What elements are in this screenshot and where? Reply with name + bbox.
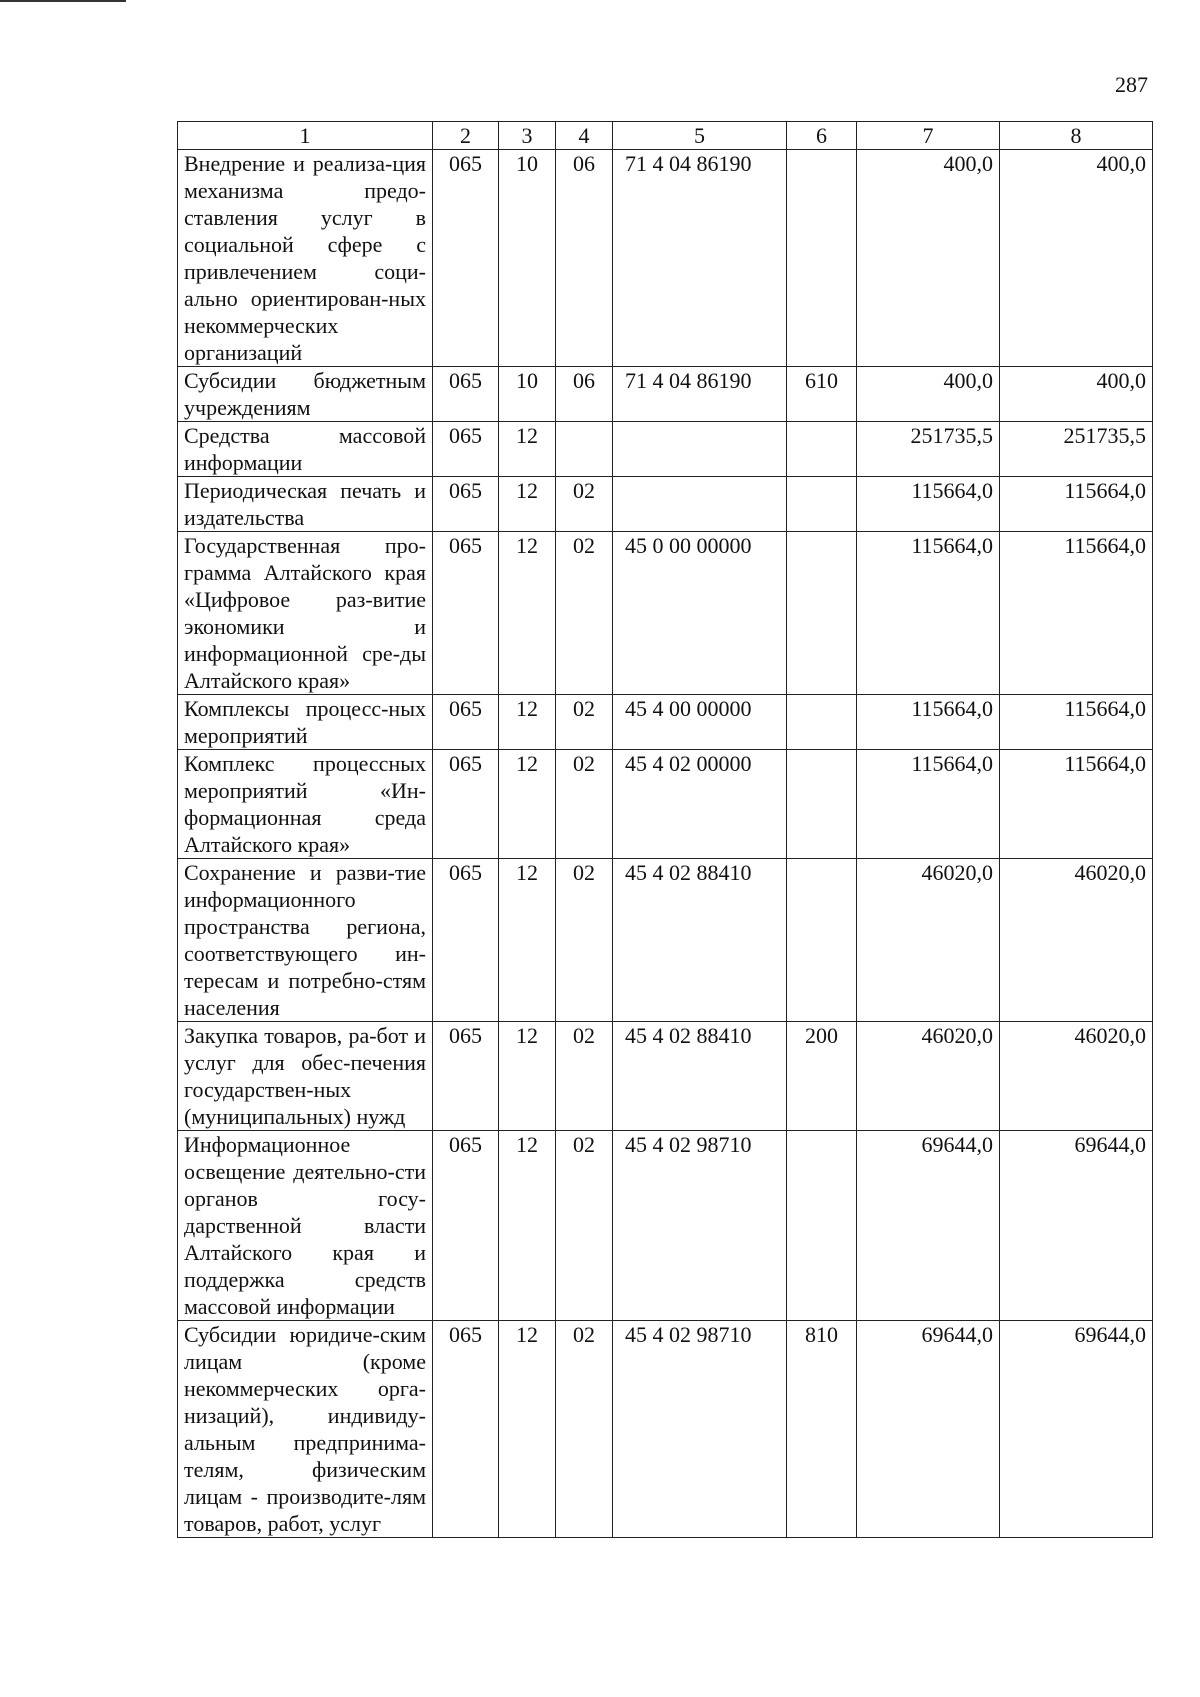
cell-target-article	[613, 422, 787, 477]
top-rule	[0, 0, 126, 2]
row-name: Сохранение и разви-тие информационного пространства региона, соответствующего ин-тересам и потребно-стям населения	[178, 859, 433, 1022]
table-row	[178, 150, 1153, 367]
table-row	[178, 422, 1153, 477]
table-row	[178, 532, 1153, 695]
cell-ministry: 065	[433, 150, 499, 367]
cell-amount-7: 115664,0	[857, 695, 1000, 750]
cell-amount-8: 69644,0	[1000, 1321, 1153, 1538]
cell-target-article: 45 0 00 00000	[613, 532, 787, 695]
cell-expense-type	[787, 532, 857, 695]
col-header-3: 3	[499, 122, 556, 150]
table-row	[178, 477, 1153, 532]
cell-expense-type: 200	[787, 1022, 857, 1131]
col-header-2: 2	[433, 122, 499, 150]
cell-amount-7: 400,0	[857, 150, 1000, 367]
cell-section: 12	[499, 477, 556, 532]
cell-expense-type	[787, 150, 857, 367]
cell-amount-8: 69644,0	[1000, 1131, 1153, 1321]
row-name: Периодическая печать и издательства	[178, 477, 433, 532]
cell-section: 12	[499, 1321, 556, 1538]
row-name: Средства массовой информации	[178, 422, 433, 477]
page-number: 287	[1115, 72, 1148, 97]
cell-amount-7: 115664,0	[857, 477, 1000, 532]
cell-amount-7: 69644,0	[857, 1321, 1000, 1538]
cell-ministry: 065	[433, 367, 499, 422]
col-header-4: 4	[556, 122, 613, 150]
table-row	[178, 695, 1153, 750]
cell-ministry: 065	[433, 1321, 499, 1538]
cell-expense-type: 810	[787, 1321, 857, 1538]
cell-expense-type	[787, 859, 857, 1022]
row-name: Информационное освещение деятельно-сти органов госу-дарственной власти Алтайского края и поддержка средств массовой информации	[178, 1131, 433, 1321]
cell-ministry: 065	[433, 532, 499, 695]
cell-section: 12	[499, 1131, 556, 1321]
cell-amount-7: 46020,0	[857, 859, 1000, 1022]
cell-amount-8: 115664,0	[1000, 695, 1153, 750]
cell-section: 10	[499, 150, 556, 367]
cell-amount-7: 115664,0	[857, 532, 1000, 695]
cell-amount-8: 251735,5	[1000, 422, 1153, 477]
cell-expense-type	[787, 422, 857, 477]
cell-subsection: 02	[556, 1022, 613, 1131]
col-header-6: 6	[787, 122, 857, 150]
cell-subsection: 02	[556, 859, 613, 1022]
cell-expense-type	[787, 750, 857, 859]
cell-subsection: 06	[556, 367, 613, 422]
table-row	[178, 1321, 1153, 1538]
row-name: Комплексы процесс-ных мероприятий	[178, 695, 433, 750]
cell-subsection: 02	[556, 1321, 613, 1538]
cell-section: 12	[499, 532, 556, 695]
cell-section: 12	[499, 859, 556, 1022]
cell-ministry: 065	[433, 695, 499, 750]
cell-amount-8: 46020,0	[1000, 859, 1153, 1022]
col-header-5: 5	[613, 122, 787, 150]
row-name: Государственная про-грамма Алтайского края «Цифровое раз-витие экономики и информационной сре-ды Алтайского края»	[178, 532, 433, 695]
cell-expense-type: 610	[787, 367, 857, 422]
cell-subsection: 06	[556, 150, 613, 367]
cell-ministry: 065	[433, 422, 499, 477]
cell-target-article: 71 4 04 86190	[613, 367, 787, 422]
table-row	[178, 750, 1153, 859]
cell-subsection: 02	[556, 532, 613, 695]
cell-amount-7: 115664,0	[857, 750, 1000, 859]
cell-target-article: 45 4 02 88410	[613, 1022, 787, 1131]
row-name: Комплекс процессных мероприятий «Ин-формационная среда Алтайского края»	[178, 750, 433, 859]
cell-amount-8: 115664,0	[1000, 477, 1153, 532]
table-row	[178, 1131, 1153, 1321]
cell-target-article: 71 4 04 86190	[613, 150, 787, 367]
header-row	[178, 122, 1153, 150]
cell-target-article: 45 4 02 98710	[613, 1131, 787, 1321]
table-row	[178, 1022, 1153, 1131]
col-header-8: 8	[1000, 122, 1153, 150]
cell-expense-type	[787, 1131, 857, 1321]
table-row	[178, 859, 1153, 1022]
cell-section: 10	[499, 367, 556, 422]
cell-amount-8: 46020,0	[1000, 1022, 1153, 1131]
cell-amount-8: 115664,0	[1000, 532, 1153, 695]
cell-ministry: 065	[433, 1022, 499, 1131]
cell-subsection: 02	[556, 750, 613, 859]
cell-subsection: 02	[556, 1131, 613, 1321]
cell-expense-type	[787, 477, 857, 532]
cell-subsection	[556, 422, 613, 477]
cell-target-article: 45 4 02 00000	[613, 750, 787, 859]
col-header-7: 7	[857, 122, 1000, 150]
cell-target-article: 45 4 02 98710	[613, 1321, 787, 1538]
cell-subsection: 02	[556, 695, 613, 750]
cell-ministry: 065	[433, 477, 499, 532]
cell-target-article: 45 4 00 00000	[613, 695, 787, 750]
row-name: Внедрение и реализа-ция механизма предо-ставления услуг в социальной сфере с привлечением соци-ально ориентирован-ных некоммерческих организаций	[178, 150, 433, 367]
cell-target-article	[613, 477, 787, 532]
cell-amount-7: 400,0	[857, 367, 1000, 422]
cell-section: 12	[499, 1022, 556, 1131]
table-row	[178, 367, 1153, 422]
cell-section: 12	[499, 695, 556, 750]
cell-subsection: 02	[556, 477, 613, 532]
cell-section: 12	[499, 750, 556, 859]
cell-amount-8: 115664,0	[1000, 750, 1153, 859]
cell-amount-7: 251735,5	[857, 422, 1000, 477]
cell-target-article: 45 4 02 88410	[613, 859, 787, 1022]
cell-amount-7: 69644,0	[857, 1131, 1000, 1321]
cell-ministry: 065	[433, 750, 499, 859]
row-name: Закупка товаров, ра-бот и услуг для обес-печения государствен-ных (муниципальных) нужд	[178, 1022, 433, 1131]
col-header-1: 1	[178, 122, 433, 150]
cell-amount-8: 400,0	[1000, 367, 1153, 422]
cell-amount-8: 400,0	[1000, 150, 1153, 367]
cell-amount-7: 46020,0	[857, 1022, 1000, 1131]
row-name: Субсидии юридиче-ским лицам (кроме некоммерческих орга-низаций), индивиду-альным предпринима-телям, физическим лицам - производите-лям товаров, работ, услуг	[178, 1321, 433, 1538]
row-name: Субсидии бюджетным учреждениям	[178, 367, 433, 422]
budget-table	[177, 121, 1153, 1538]
cell-ministry: 065	[433, 1131, 499, 1321]
cell-section: 12	[499, 422, 556, 477]
cell-expense-type	[787, 695, 857, 750]
cell-ministry: 065	[433, 859, 499, 1022]
